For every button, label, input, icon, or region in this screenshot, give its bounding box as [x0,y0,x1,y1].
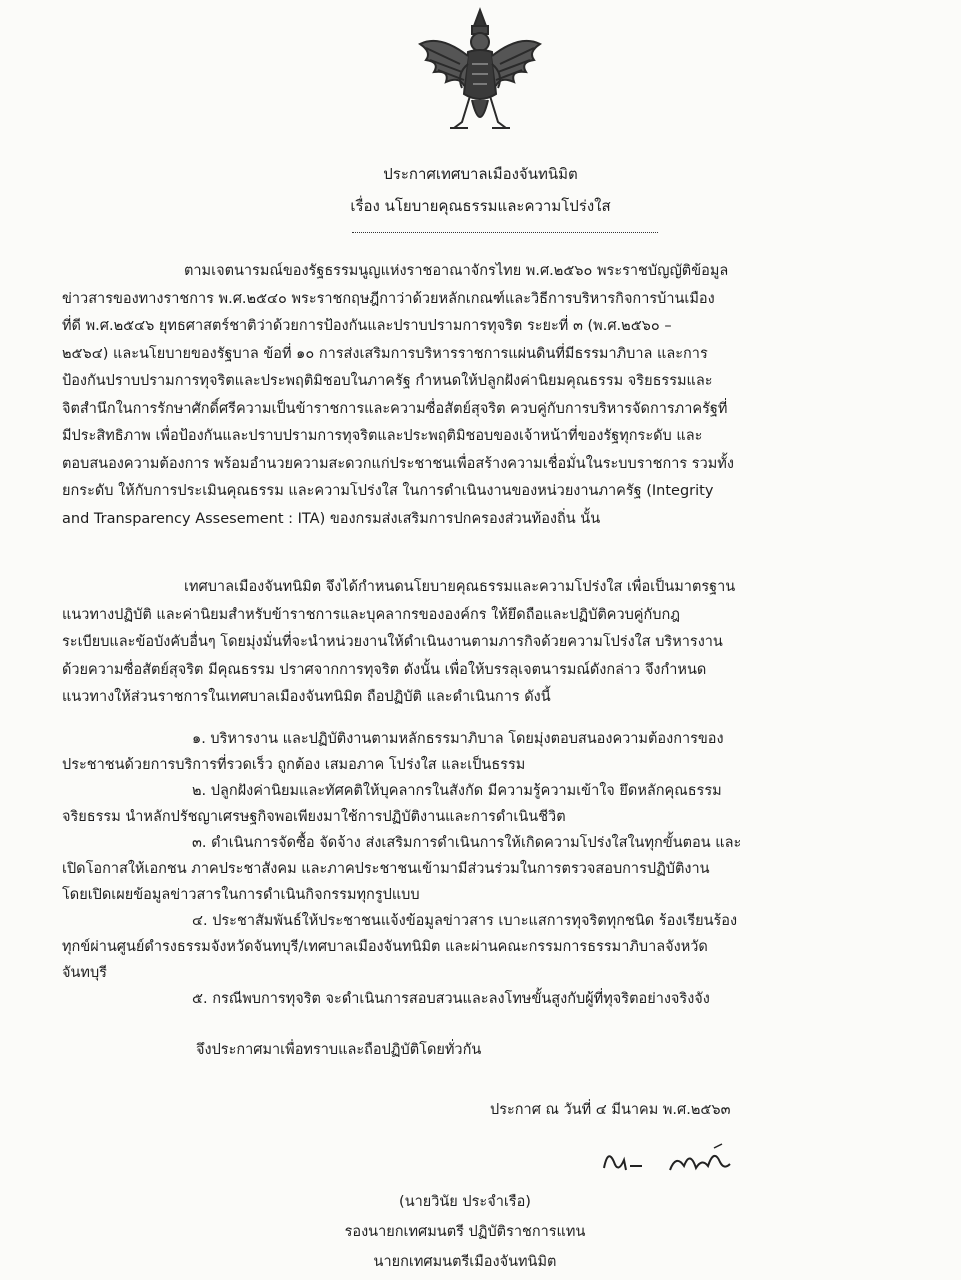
paragraph-line: แนวทางปฏิบัติ และค่านิยมสำหรับข้าราชการและบุคลากรขององค์กร ให้ยึดถือและปฏิบัติควบคู่กับกฎ [62,606,680,623]
policy-line: ๓. ดำเนินการจัดซื้อ จัดจ้าง ส่งเสริมการดำเนินการให้เกิดความโปร่งใสในทุกขั้นตอน และ [192,835,742,851]
garuda-emblem-icon [410,4,550,144]
paragraph-line: จิตสำนึกในการรักษาศักดิ์ศรีความเป็นข้าราชการและความซื่อสัตย์สุจริต ควบคู่กับการบริหารจัดการภาครัฐที่ [62,400,728,417]
policy-item-3 [62,830,741,908]
policy-line: ๒. ปลูกฝังค่านิยมและทัศคติให้บุคลากรในสังกัด มีความรู้ความเข้าใจ ยึดหลักคุณธรรม [192,783,722,799]
policy-line: จริยธรรม นำหลักปรัชญาเศรษฐกิจพอเพียงมาใช้การปฏิบัติงานและการดำเนินชีวิต [62,809,566,825]
paragraph-line: ๒๕๖๔) และนโยบายของรัฐบาล ข้อที่ ๑๐ การส่งเสริมการบริหารราชการแผ่นดินที่มีธรรมาภิบาล และการ [62,345,708,362]
signer-position: รองนายกเทศมนตรี ปฏิบัติราชการแทน [344,1224,586,1240]
policy-line: จันทบุรี [62,965,107,981]
policy-item-5 [62,986,710,1012]
closing-statement: จึงประกาศมาเพื่อทราบและถือปฏิบัติโดยทั่วกัน [196,1042,482,1058]
policy-item-4 [62,908,737,986]
title-divider [352,232,658,233]
signer-organization: นายกเทศมนตรีเมืองจันทนิมิต [373,1254,557,1270]
signer-name: (นายวินัย ประจำเรือ) [399,1194,531,1210]
paragraph-line: ที่ดี พ.ศ.๒๕๔๖ ยุทธศาสตร์ชาติว่าด้วยการป้องกันและปราบปรามการทุจริต ระยะที่ ๓ (พ.ศ.๒๕๖๐ – [62,318,672,334]
policy-line: ประชาชนด้วยการบริการที่รวดเร็ว ถูกต้อง เสมอภาค โปร่งใส และเป็นธรรม [62,757,526,773]
paragraph-2 [62,574,910,712]
policy-line: ๔. ประชาสัมพันธ์ให้ประชาชนแจ้งข้อมูลข่าวสาร เบาะแสการทุจริตทุกชนิด ร้องเรียนร้อง [192,913,738,929]
policy-item-2 [62,778,722,830]
paragraph-line: แนวทางให้ส่วนราชการในเทศบาลเมืองจันทนิมิต ถือปฏิบัติ และดำเนินการ ดังนี้ [62,689,551,705]
paragraph-line: and Transparency Assesement : ITA) ของกรมส่งเสริมการปกครองส่วนท้องถิ่น นั้น [62,510,601,527]
policy-item-1 [62,726,724,778]
paragraph-line: ตามเจตนารมณ์ของรัฐธรรมนูญแห่งราชอาณาจักรไทย พ.ศ.๒๕๖๐ พระราชบัญญัติข้อมูล [184,263,729,279]
announcement-date: ประกาศ ณ วันที่ ๔ มีนาคม พ.ศ.๒๕๖๓ [490,1102,731,1118]
paragraph-line: ด้วยความซื่อสัตย์สุจริต มีคุณธรรม ปราศจากการทุจริต ดังนั้น เพื่อให้บรรลุเจตนารมณ์ดังกล่าว จึงกำหนด [62,661,707,678]
policy-line: เปิดโอกาสให้เอกชน ภาคประชาสังคม และภาคประชาชนเข้ามามีส่วนร่วมในการตรวจสอบการปฏิบัติงาน [62,861,710,877]
paragraph-line: เทศบาลเมืองจันทนิมิต จึงได้กำหนดนโยบายคุณธรรมและความโปร่งใส เพื่อเป็นมาตรฐาน [184,579,736,595]
paragraph-line: ตอบสนองความต้องการ พร้อมอำนวยความสะดวกแก่ประชาชนเพื่อสร้างความเชื่อมั่นในระบบราชการ รวมทั้ง [62,455,734,472]
handwritten-signature-icon [596,1140,746,1180]
paragraph-line: มีประสิทธิภาพ เพื่อป้องกันและปราบปรามการทุจริตและประพฤติมิชอบของเจ้าหน้าที่ของรัฐทุกระดับ และ [62,428,703,444]
policy-line: ๕. กรณีพบการทุจริต จะดำเนินการสอบสวนและลงโทษขั้นสูงกับผู้ที่ทุจริตอย่างจริงจัง [192,991,710,1007]
policy-line: ๑. บริหารงาน และปฏิบัติงานตามหลักธรรมาภิบาล โดยมุ่งตอบสนองความต้องการของ [192,731,724,747]
policy-line: ทุกข์ผ่านศูนย์ดำรงธรรมจังหวัดจันทบุรี/เทศบาลเมืองจันทนิมิต และผ่านคณะกรรมการธรรมาภิบาลจังหวัด [62,939,708,955]
announcement-subject: เรื่อง นโยบายคุณธรรมและความโปร่งใส [350,197,611,215]
policy-line: โดยเปิดเผยข้อมูลข่าวสารในการดำเนินกิจกรรมทุกรูปแบบ [62,887,420,903]
paragraph-line: ป้องกันปราบปรามการทุจริตและประพฤติมิชอบในภาครัฐ กำหนดให้ปลูกฝังค่านิยมคุณธรรม จริยธรรมและ [62,373,713,389]
paragraph-line: ข่าวสารของทางราชการ พ.ศ.๒๕๔๐ พระราชกฤษฎีกาว่าด้วยหลักเกณฑ์และวิธีการบริหารกิจการบ้านเมือง [62,290,715,307]
paragraph-line: ยกระดับ ให้กับการประเมินคุณธรรม และความโปร่งใส ในการดำเนินงานของหน่วยงานภาครัฐ (Integrity [62,483,714,499]
paragraph-line: ระเบียบและข้อบังคับอื่นๆ โดยมุ่งมั่นที่จะนำหน่วยงานให้ดำเนินงานตามภารกิจด้วยความโปร่งใส บริหารงาน [62,634,723,650]
announcement-title: ประกาศเทศบาลเมืองจันทนิมิต [383,165,578,183]
paragraph-1 [62,258,910,533]
